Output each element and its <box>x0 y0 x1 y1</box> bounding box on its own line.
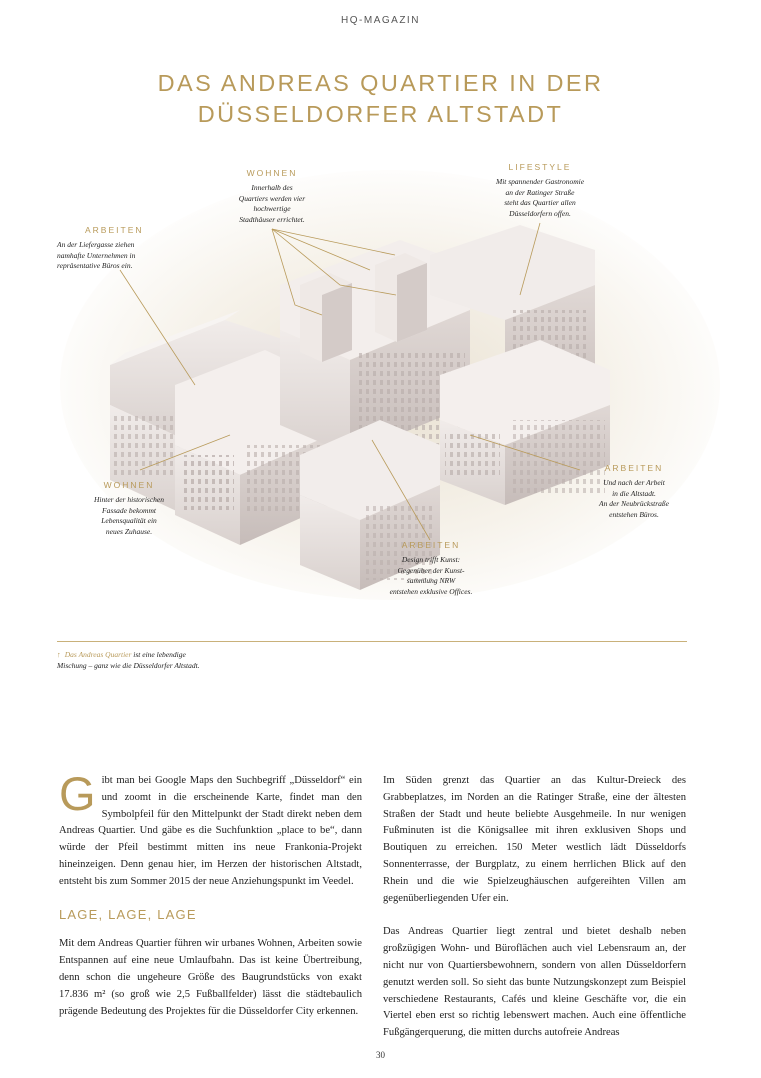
caption-rule <box>57 641 687 642</box>
callout-label: ARBEITEN <box>85 225 144 235</box>
image-caption <box>57 649 207 671</box>
callout-wohnen-top <box>212 168 332 225</box>
callout-text: An der Liefergasse ziehen namhafte Unternehmen in repräsentative Büros ein. <box>57 240 136 270</box>
callout-label: WOHNEN <box>103 480 155 490</box>
quarter-illustration <box>0 135 761 625</box>
article-paragraph: Im Süden grenzt das Quartier an das Kultur-Dreieck des Grabbeplatzes, im Norden an die Ratinger Straße, eine der ältesten Straßen der Stadt und heute beliebte Ausgehmeile. In nur wenigen Fußminuten ist die Königsallee mit ihren exklusiven Shops und Boutiquen zu erreichen. 150 Meter westlich lädt Düsseldorfs Sonnenterrasse, der Burgplatz, zu einem herrlichen Blick auf den Rhein und die wie Spielzeughäuschen aufgereihten Villen am gegenüberliegenden Ufer ein. <box>383 775 686 904</box>
callout-text: Hinter der historischen Fassade bekommt Lebensqualität ein neues Zuhause. <box>94 495 164 536</box>
up-arrow-icon: ↑ <box>57 650 61 659</box>
callout-text: Design trifft Kunst: Gegenüber der Kunst- sammlung NRW entstehen exklusive Offices. <box>389 555 473 596</box>
article-paragraph: Das Andreas Quartier liegt zentral und bietet deshalb neben großzügigen Wohn- und Büroflächen auch viel Lebensraum an, der nicht nur von Quartiersbewohnern, sondern von allen Düsseldorfern genutzt werden soll. So sieht das bunte Nutzungskonzept zum Beispiel verschiedene Restaurants, Cafés und kleine Geschäfte vor, die ein Viertel eben erst so richtig lebenswert machen. Auch eine öffentliche Fußgängerquerung, die mitten durchs autofreie Andreas <box>383 926 686 1039</box>
page-title <box>0 68 761 130</box>
magazine-kicker: HQ-MAGAZIN <box>341 15 420 26</box>
callout-text: Innerhalb des Quartiers werden vier hochwertige Stadthäuser errichtet. <box>238 183 306 224</box>
callout-arbeiten-left <box>57 225 177 272</box>
callout-label: LIFESTYLE <box>508 162 572 172</box>
page-number: 30 <box>376 1050 385 1060</box>
article-paragraph <box>59 767 362 891</box>
caption-highlight: Das Andreas Quartier <box>64 650 132 659</box>
article-column-right <box>383 773 686 1042</box>
article-column-left <box>59 767 362 1020</box>
section-subhead: LAGE, LAGE, LAGE <box>59 906 197 922</box>
callout-arbeiten-bottom <box>372 540 490 597</box>
paragraph-text: ibt man bei Google Maps den Suchbegriff „Düsseldorf“ ein und zoomt in die erscheinende Karte, findet man den Symbolpfeil für den Mittelpunkt der Stadt direkt neben dem Andreas Quartier. Und gäbe es die Suchfunktion „place to be“, dann würde der Pfeil bestimmt mitten ins neue Frankonia-Projekt hineinzeigen. Denn genau hier, im Herzen der historischen Altstadt, entsteht bis zum Sommer 2015 der neue Anziehungspunkt im Veedel. <box>59 775 362 887</box>
callout-label: ARBEITEN <box>604 463 664 473</box>
caption-text: ist eine lebendige Mischung – ganz wie die Düsseldorfer Altstadt. <box>57 650 200 670</box>
callout-lifestyle <box>475 162 605 219</box>
callout-text: Und nach der Arbeit in die Altstadt. An der Neubrückstraße entstehen Büros. <box>599 478 669 519</box>
title-line-2: DÜSSELDORFER ALTSTADT <box>197 101 564 127</box>
callout-label: ARBEITEN <box>401 540 461 550</box>
title-line-1: DAS ANDREAS QUARTIER IN DER <box>157 70 604 96</box>
callout-wohnen-bottom <box>70 480 188 537</box>
drop-cap: G <box>59 767 96 820</box>
callout-text: Mit spannender Gastronomie an der Ratinger Straße steht das Quartier allen Düsseldorfern offen. <box>495 177 585 218</box>
article-paragraph: Mit dem Andreas Quartier führen wir urbanes Wohnen, Arbeiten sowie Entspannen auf eine neue Umlaufbahn. Das ist keine Übertreibung, denn schon die ungeheure Größe des Baugrundstücks von exakt 17.836 m² (so groß wie 2,5 Fußballfelder) lässt die städtebaulich prägende Bedeutung des Projektes für die Düsseldorfer City erkennen. <box>59 938 362 1017</box>
callout-arbeiten-right <box>578 463 690 520</box>
callout-label: WOHNEN <box>246 168 298 178</box>
